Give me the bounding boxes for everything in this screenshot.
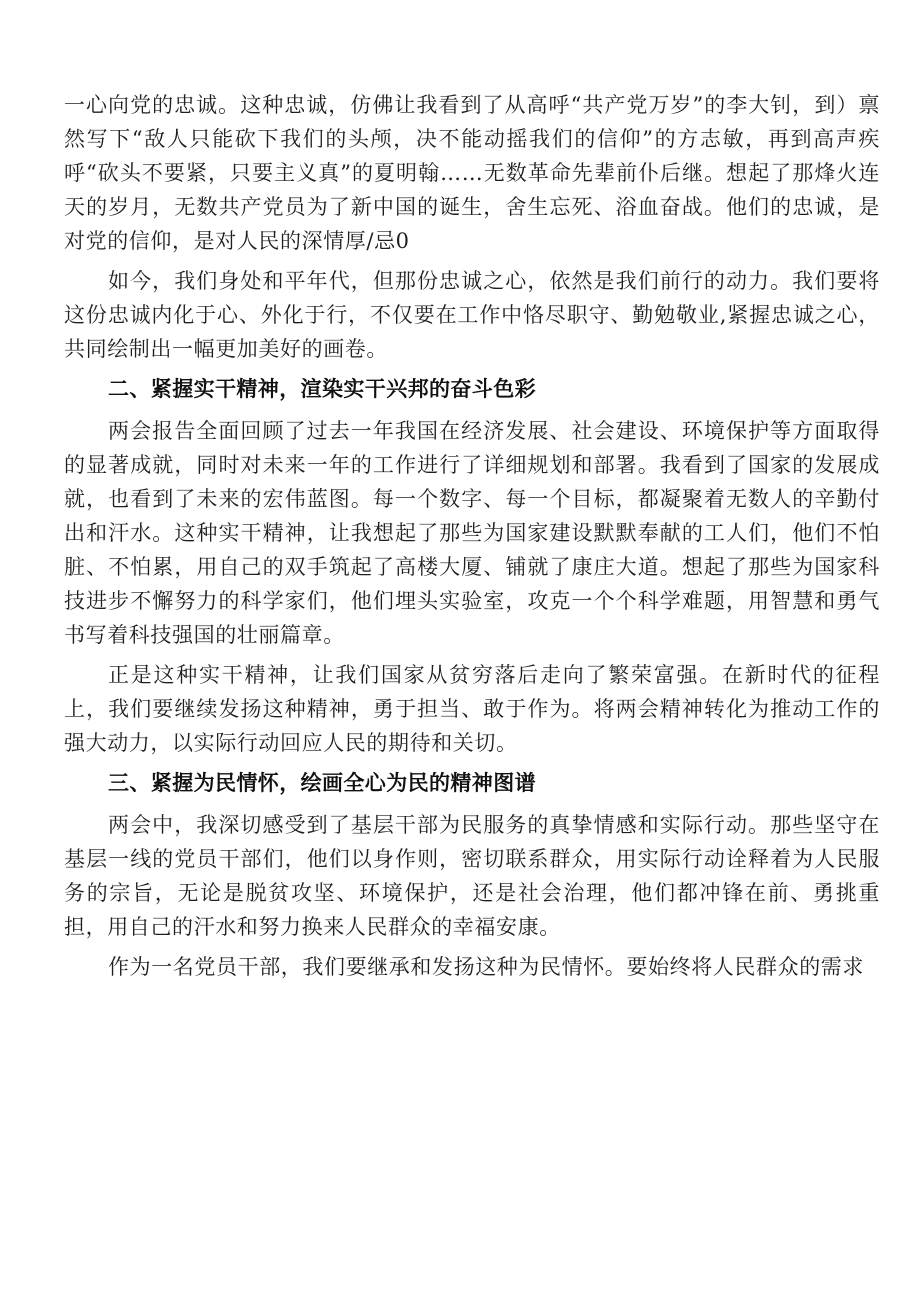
- paragraph-loyalty-today: 如今，我们身处和平年代，但那份忠诚之心，依然是我们前行的动力。我们要将这份忠诚内化于心、外化于行，不仅要在工作中恪尽职守、勤勉敬业,紧握忠诚之心，共同绘制出一幅更加美好的画卷。: [64, 269, 880, 361]
- document-page: [64, 88, 880, 984]
- paragraph-loyalty-history: 一心向党的忠诚。这种忠诚，仿佛让我看到了从高呼“共产党万岁”的李大钊，到）禀然写下“敌人只能砍下我们的头颅，决不能动摇我们的信仰”的方志敏，再到高声疾呼“砍头不要紧，只要主义真”的夏明翰……无数革命先辈前仆后继。想起了那烽火连天的岁月，无数共产党员为了新中国的诞生，舍生忘死、浴血奋战。他们的忠诚，是对党的信仰，是对人民的深情厚/忌0: [64, 93, 880, 253]
- section-heading-hard-work: 二、紧握实干精神，渲染实干兴邦的奋斗色彩: [108, 377, 536, 401]
- paragraph-achievements: 两会报告全面回顾了过去一年我国在经济发展、社会建设、环境保护等方面取得的显著成就，同时对未来一年的工作进行了详细规划和部署。我看到了国家的发展成就，也看到了未来的宏伟蓝图。每一个数字、每一个目标，都凝聚着无数人的辛勤付出和汗水。这种实干精神，让我想起了那些为国家建设默默奉献的工人们，他们不怕脏、不怕累，用自己的双手筑起了高楼大厦、铺就了康庄大道。想起了那些为国家科技进步不懈努力的科学家们，他们埋头实验室，攻克一个个科学难题，用智慧和勇气书写着科技强国的壮丽篇章。: [64, 419, 880, 647]
- paragraph-party-member-duty: 作为一名党员干部，我们要继承和发扬这种为民情怀。要始终将人民群众的需求: [108, 955, 864, 979]
- paragraph-hard-work-spirit: 正是这种实干精神，让我们国家从贫穷落后走向了繁荣富强。在新时代的征程上，我们要继续发扬这种精神，勇于担当、敢于作为。将两会精神转化为推动工作的强大动力，以实际行动回应人民的期待和关切。: [64, 663, 880, 755]
- paragraph-grassroots-cadres: 两会中，我深切感受到了基层干部为民服务的真挚情感和实际行动。那些坚守在基层一线的党员干部们，他们以身作则，密切联系群众，用实际行动诠释着为人民服务的宗旨，无论是脱贫攻坚、环境保护，还是社会治理，他们都冲锋在前、勇挑重担，用自己的汗水和努力换来人民群众的幸福安康。: [64, 813, 880, 939]
- section-heading-people-first: 三、紧握为民情怀，绘画全心为民的精神图谱: [108, 771, 536, 795]
